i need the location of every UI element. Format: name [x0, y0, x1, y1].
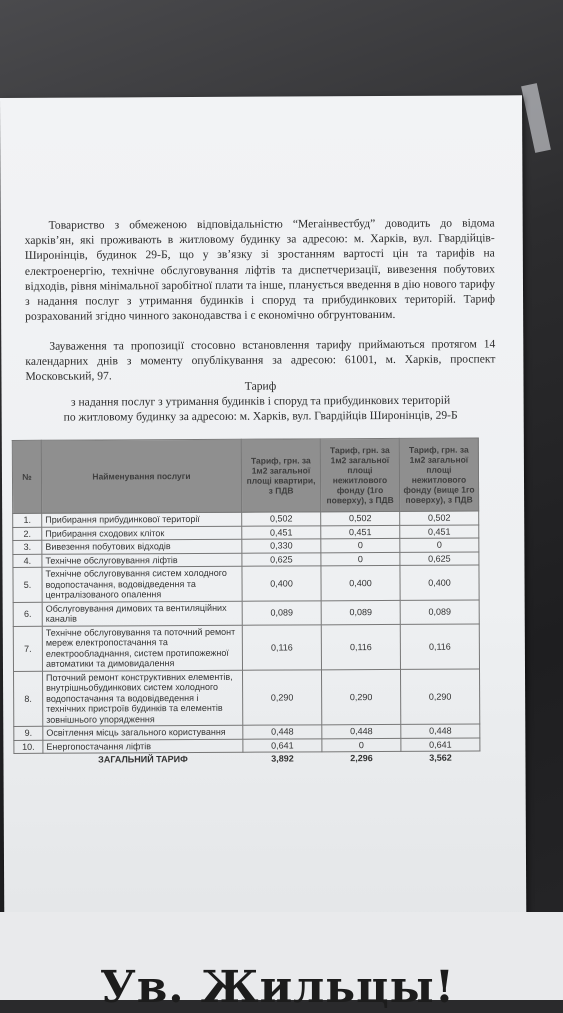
row-num: 2.	[13, 527, 42, 541]
row-service: Освітлення місць загального користування	[43, 725, 243, 740]
row-value-3: 0,116	[400, 623, 479, 668]
row-value-1: 0,625	[242, 552, 321, 566]
row-num: 3.	[13, 540, 42, 554]
row-service: Прибирання прибудинкової території	[42, 512, 242, 527]
row-num: 7.	[13, 626, 42, 671]
row-value-2: 0	[321, 538, 400, 552]
row-value-2: 0,502	[321, 511, 400, 525]
row-value-3: 0,502	[400, 511, 479, 525]
row-num: 1.	[13, 513, 42, 527]
row-service: Технічне обслуговування систем холодного водопостачання, водовідведення та централізованого опалення	[42, 566, 242, 602]
notice-paragraph-2: Зауваження та пропозиції стосовно встановлення тарифу приймаються протягом 14 календарних днів з моменту опублікування за адресою: 61001, м. Харків, проспект Московський, 97.	[25, 337, 496, 384]
row-service: Енергопостачання ліфтів	[43, 739, 243, 754]
total-label: ЗАГАЛЬНИЙ ТАРИФ	[98, 754, 188, 765]
header-tariff-nonresidential-1st: Тариф, грн. за 1м2 загальної площі нежитлового фонду (1го поверху), з ПДВ	[320, 438, 399, 511]
row-value-3: 0,641	[401, 737, 480, 751]
table-row	[13, 599, 479, 625]
row-value-2: 0,448	[322, 724, 401, 738]
header-tariff-nonresidential-upper: Тариф, грн. за 1м2 загальної площі нежитлового фонду (вище 1го поверху), з ПДВ	[399, 438, 478, 511]
row-value-2: 0,451	[321, 525, 400, 539]
row-value-1: 0,330	[242, 539, 321, 553]
row-value-1: 0,451	[242, 525, 321, 539]
row-num: 10.	[14, 740, 43, 754]
tariff-table	[12, 437, 481, 765]
table-row	[13, 623, 479, 670]
row-value-1: 0,116	[242, 624, 321, 669]
table-row	[14, 668, 480, 726]
row-service: Технічне обслуговування ліфтів	[42, 553, 242, 568]
row-value-2: 0	[322, 738, 401, 752]
row-service: Технічне обслуговування та поточний ремонт мереж електропостачання та електрообладнання, систем протипожежної автоматики та димовидалення	[42, 625, 242, 671]
row-num: 8.	[14, 671, 43, 727]
tariff-title: Тариф	[244, 379, 277, 393]
row-num: 5.	[13, 567, 42, 602]
row-value-2: 0,400	[321, 565, 400, 600]
notice-paragraph-1: Товариство з обмеженою відповідальністю “Мегаінвестбуд” доводить до відома харків’ян, які проживають в житловому будинку за адресою: м. Харків, вул. Гвардійців-Широнінців, будинок 29-Б, що у зв’язку зі зростанням вартості цін та тарифів на електроенергію, технічне обслуговування ліфтів та диспетчеризації, вивезення побутових відходів, рівня мінімальної заробітної плати та інше, планується введення в дію нового тарифу з надання послуг з утримання будинків і споруд та прибудинкових територій. Тариф розрахований згідно чинного законодавства і є економічно обгрунтованим.	[24, 216, 496, 324]
row-value-2: 0,116	[321, 624, 400, 669]
total-value-2: 2,296	[350, 753, 373, 764]
notice-sheet	[0, 95, 526, 938]
table-row	[13, 565, 479, 602]
row-service: Прибирання сходових кліток	[42, 526, 242, 541]
row-value-1: 0,400	[242, 566, 321, 601]
row-value-1: 0,502	[242, 512, 321, 526]
row-num: 6.	[13, 602, 42, 626]
row-value-2: 0,089	[321, 600, 400, 624]
row-value-2: 0	[321, 552, 400, 566]
row-service: Вивезення побутових відходів	[42, 539, 242, 554]
header-num: №	[12, 440, 41, 513]
total-row	[14, 751, 480, 766]
row-service: Обслуговування димових та вентиляційних каналів	[42, 601, 242, 626]
row-service: Поточний ремонт конструктивних елементів, внутрішньобудинкових систем холодного водопостачання та водовідведення і технічних пристроїв будинків та елементів зовнішнього упорядження	[42, 670, 242, 727]
total-value-1: 3,892	[271, 753, 294, 764]
table-header-row	[12, 438, 478, 513]
row-value-3: 0,290	[400, 668, 479, 724]
row-value-3: 0,625	[400, 551, 479, 565]
tariff-subtitle-1: з надання послуг з утримання будинків і споруд та прибудинкових територій	[70, 393, 451, 409]
total-spacer	[14, 753, 43, 766]
row-value-1: 0,089	[242, 600, 321, 624]
row-num: 4.	[13, 554, 42, 568]
row-value-3: 0,089	[400, 599, 479, 623]
header-tariff-apartment: Тариф, грн. за 1м2 загальної площі квартири, з ПДВ	[241, 439, 320, 512]
row-value-3: 0,448	[401, 724, 480, 738]
row-value-3: 0,451	[400, 524, 479, 538]
row-num: 9.	[14, 726, 43, 740]
row-value-3: 0,400	[400, 565, 479, 600]
row-value-3: 0	[400, 538, 479, 552]
tariff-title-block	[25, 377, 495, 425]
row-value-2: 0,290	[321, 669, 400, 725]
tariff-subtitle-2: по житловому будинку за адресою: м. Харків, вул. Гвардійців Широнінців, 29-Б	[63, 409, 458, 425]
row-value-1: 0,290	[242, 669, 321, 725]
second-notice-title: Ув. Жильцы!	[100, 962, 456, 1013]
row-value-1: 0,641	[243, 738, 322, 752]
header-service-name: Найменування послуги	[41, 439, 241, 513]
total-value-3: 3,562	[429, 752, 452, 763]
row-value-1: 0,448	[243, 725, 322, 739]
